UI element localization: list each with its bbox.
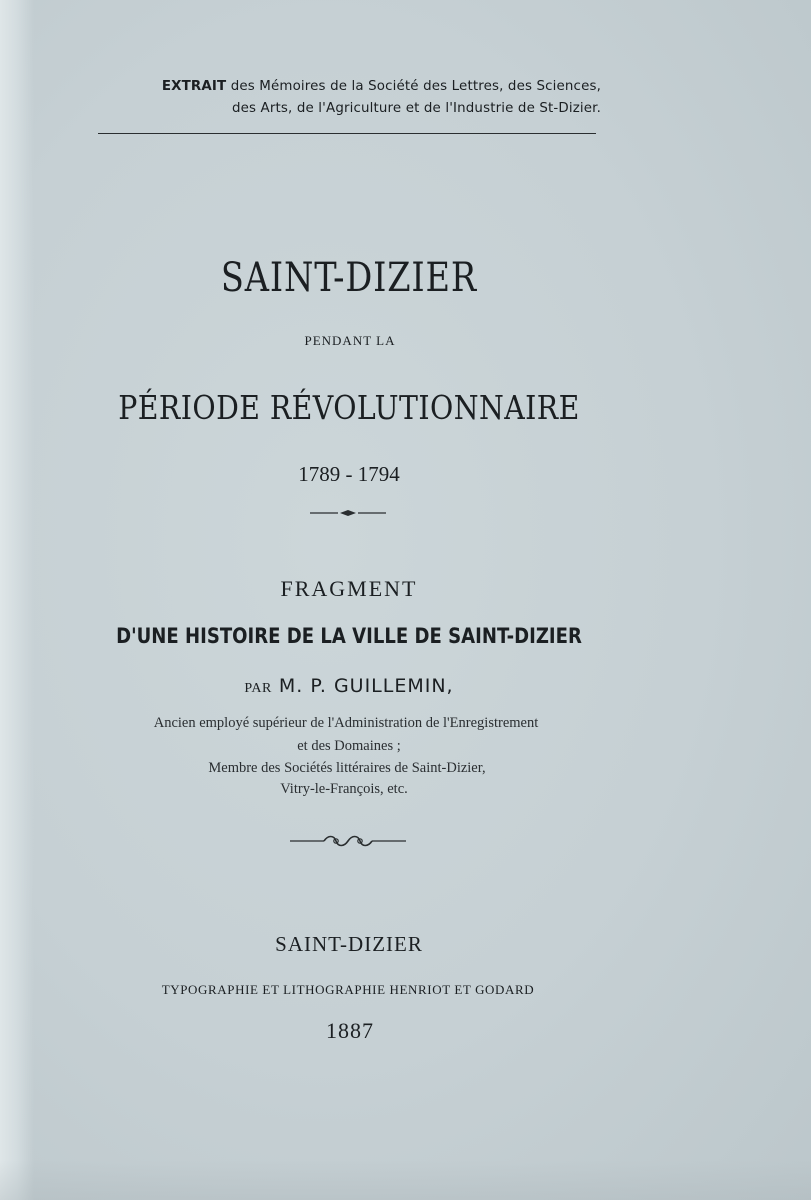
main-title: SAINT-DIZIER [220,255,478,301]
extrait-lead: EXTRAIT [161,79,227,94]
extrait-line-1 [96,79,601,94]
author-par: PAR [244,681,272,696]
title-years: 1789 - 1794 [298,462,400,486]
extrait-line-1-text: des Mémoires de la Société des Lettres, des Sciences, [230,79,601,94]
title-connector: PENDANT LA [304,333,396,348]
author-credit-1: Ancien employé supérieur de l'Administration de l'Enregistrement [153,715,539,731]
author-name: M. P. GUILLEMIN, [278,675,454,697]
page-shadow [0,1160,811,1200]
header-rule [98,133,596,134]
small-rule-ornament-icon [310,507,386,519]
fragment-heading: FRAGMENT [280,576,418,601]
imprint-place: SAINT-DIZIER [275,932,423,956]
title-period: PÉRIODE RÉVOLUTIONNAIRE [118,388,580,427]
extrait-line-2: des Arts, de l'Agriculture et de l'Industrie de St-Dizier. [231,101,601,116]
imprint-year: 1887 [326,1018,374,1043]
scroll-ornament-icon [290,831,406,851]
subtitle-histoire: D'UNE HISTOIRE DE LA VILLE DE SAINT-DIZIER [116,624,582,648]
author-line [0,675,698,697]
imprint-printer: TYPOGRAPHIE ET LITHOGRAPHIE HENRIOT ET GODARD [161,982,535,997]
author-credit-2: et des Domaines ; [297,738,401,754]
author-credit-3: Membre des Sociétés littéraires de Saint-Dizier, [208,760,486,776]
author-credit-4: Vitry-le-François, etc. [280,781,408,797]
